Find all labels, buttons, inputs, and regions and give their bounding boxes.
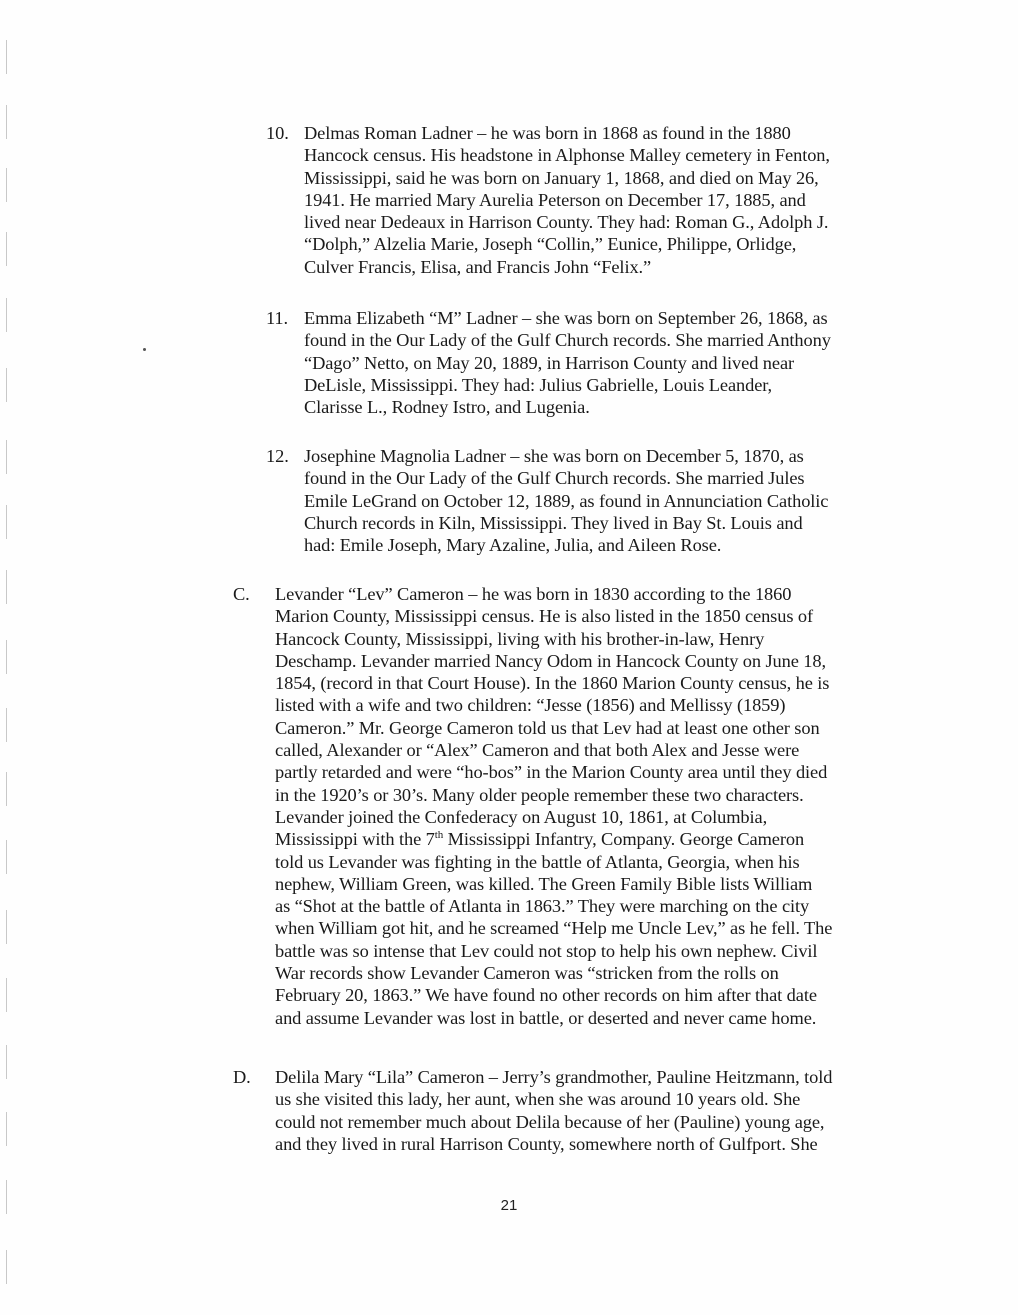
binder-edge-mark xyxy=(6,570,7,604)
list-item-text: Josephine Magnolia Ladner – she was born on December 5, 1870, as found in the Our Lady of the Gulf Church records. She married Jules Emile LeGrand on October 12, 1889, as found in Annunciation Catholic Church records in Kiln, Mississippi. They lived in Bay St. Louis and had: Emile Joseph, Mary Azaline, Julia, and Aileen Rose. xyxy=(304,446,829,556)
binder-edge-mark xyxy=(6,440,7,474)
binder-edge-mark xyxy=(6,1250,7,1284)
binder-edge-mark xyxy=(6,910,7,944)
list-item-number: 12. xyxy=(266,446,289,466)
section-item-c xyxy=(233,583,913,1029)
section-letter: C. xyxy=(233,584,250,604)
list-item-text: Delmas Roman Ladner – he was born in 1868 as found in the 1880 Hancock census. His headstone in Alphonse Malley cemetery in Fenton, Mississippi, said he was born on January 1, 1868, and died on May 26, 1941. He married Mary Aurelia Peterson on December 17, 1885, and lived near Dedeaux in Harrison County. They had: Roman G., Adolph J. “Dolph,” Alzelia Marie, Joseph “Collin,” Eunice, Philippe, Orlidge, Culver Francis, Elisa, and Francis John “Felix.” xyxy=(304,123,830,277)
binder-edge-mark xyxy=(6,40,7,74)
binder-edge-mark xyxy=(6,978,7,1012)
binder-edge-mark xyxy=(6,298,7,332)
binder-edge-mark xyxy=(6,368,7,402)
binder-edge-mark xyxy=(6,772,7,806)
section-item-d xyxy=(233,1066,913,1155)
binder-edge-mark xyxy=(6,105,7,139)
binder-edge-mark xyxy=(6,505,7,539)
section-letter: D. xyxy=(233,1067,251,1087)
binder-edge-mark xyxy=(6,840,7,874)
section-text: Delila Mary “Lila” Cameron – Jerry’s grandmother, Pauline Heitzmann, told us she visited this lady, her aunt, when she was around 10 years old. She could not remember much about Delila because of her (Pauline) young age, and they lived in rural Harrison County, somewhere north of Gulfport. She xyxy=(275,1067,833,1154)
binder-edge-mark xyxy=(6,1045,7,1079)
scan-speck xyxy=(143,348,146,351)
binder-edge-mark xyxy=(6,708,7,742)
binder-edge-mark xyxy=(6,168,7,202)
page-number: 21 xyxy=(500,1197,518,1214)
list-item-10 xyxy=(266,122,906,278)
list-item-number: 10. xyxy=(266,123,289,143)
binder-edge-mark xyxy=(6,1112,7,1146)
list-item-11 xyxy=(266,307,906,418)
list-item-text: Emma Elizabeth “M” Ladner – she was born on September 26, 1868, as found in the Our Lady of the Gulf Church records. She married Anthony “Dago” Netto, on May 20, 1889, in Harrison County and lived near DeLisle, Mississippi. They had: Julius Gabrielle, Louis Leander, Clarisse L., Rodney Istro, and Lugenia. xyxy=(304,308,831,418)
binder-edge-mark xyxy=(6,232,7,266)
list-item-number: 11. xyxy=(266,308,289,328)
binder-edge-mark xyxy=(6,640,7,674)
ordinal-suffix: th xyxy=(434,829,444,842)
section-text: Levander “Lev” Cameron – he was born in 1830 according to the 1860 Marion County, Mississippi census. He is also listed in the 1850 census of Hancock County, Mississippi, living with his brother-in-law, Henry Deschamp. Levander married Nancy Odom in Hancock County on June 18, 1854, (record in that Court House). In the 1860 Marion County census, he is listed with a wife and two children: “Jesse (1856) and Mellissy (1859) Cameron.” Mr. George Cameron told us that Lev had at least one other son called, Alexander or “Alex” Cameron and that both Alex and Jesse were partly retarded and were “ho-bos” in the Marion County area until they died in the 1920’s or 30’s. Many older people remember these two characters. Levander joined the Confederacy on August 10, 1861, at Columbia, Mississippi with the 7th Mississippi Infantry, Company. George Cameron told us Levander was fighting in the battle of Atlanta, Georgia, when his nephew, William Green, was killed. The Green Family Bible lists William as “Shot at the battle of Atlanta in 1863.” They were marching on the city when William got hit, and he screamed “Help me Uncle Lev,” as he fell. The battle was so intense that Lev could not stop to help his own nephew. Civil War records show Levander Cameron was “stricken from the rolls on February 20, 1863.” We have found no other records on him after that date and assume Levander was lost in battle, or deserted and never came home. xyxy=(275,584,833,1028)
list-item-12 xyxy=(266,445,906,556)
